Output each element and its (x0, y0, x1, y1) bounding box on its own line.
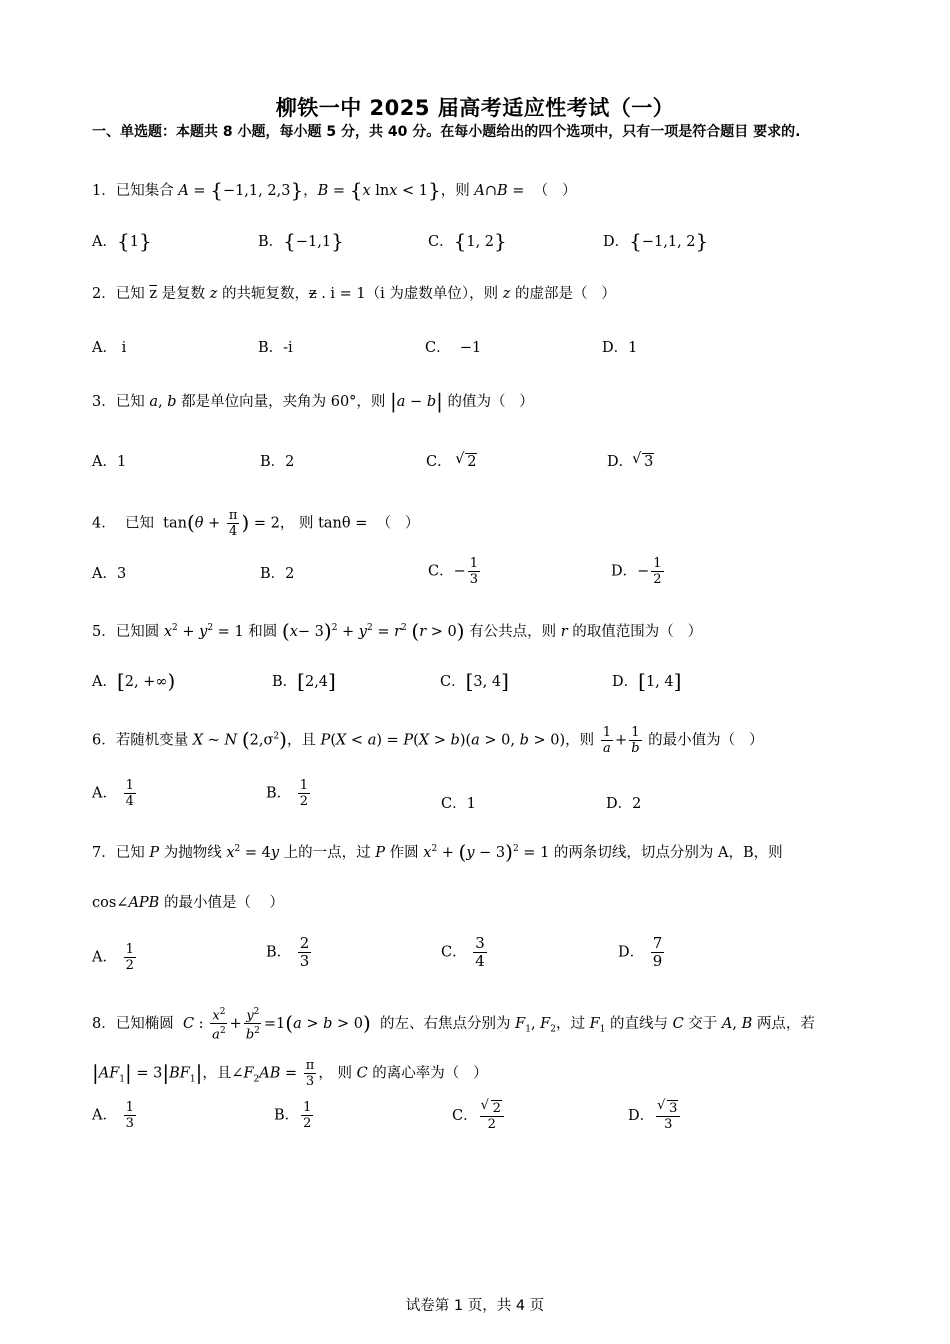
option-c[interactable]: C． $\frac{3}{4}$ (441, 934, 485, 970)
question-6: 6．若随机变量 X ~ N $(2,\sigma^2)$，且 P(X < a) = P(X > b)(a > 0, b > 0)，则 $\frac{1}{a}$ + $\frac{1}{b}$ 的最小值为（ ） (92, 725, 764, 756)
option-a[interactable]: A． $\frac{1}{2}$ (92, 942, 134, 973)
question-4: 4． 已知 tan(θ + $\frac{\pi}{4}$ ) = 2， 则 tanθ = （ ） (92, 508, 420, 539)
option-a[interactable]: A． i (92, 340, 127, 356)
option-b[interactable]: B．[2,4] (272, 669, 336, 693)
question-2: 2．已知 $\overline{z}$ 是复数 z 的共轭复数，z . i = 1（i 为虚数单位），则 z 的虚部是（ ） (92, 286, 616, 302)
option-b[interactable]: B．{−1,1} (258, 229, 344, 253)
option-b[interactable]: B． $\frac{2}{3}$ (266, 934, 310, 970)
option-d[interactable]: D． $\frac{7}{9}$ (618, 934, 663, 970)
option-c[interactable]: C．1 (441, 796, 476, 812)
option-b[interactable]: B． $\frac{1}{2}$ (266, 778, 309, 809)
option-b[interactable]: B． $\frac{1}{2}$ (274, 1100, 312, 1131)
exam-title: 柳铁一中 2025 届高考适应性考试（一） (275, 96, 675, 120)
option-c[interactable]: C．− $\frac{1}{3}$ (428, 556, 479, 587)
option-a[interactable]: A． $\frac{1}{4}$ (92, 778, 134, 809)
option-c[interactable]: C．[3, 4] (440, 669, 509, 693)
option-a[interactable]: A． $\frac{1}{3}$ (92, 1100, 134, 1131)
option-d[interactable]: D．2 (606, 796, 642, 812)
option-d[interactable]: D．− $\frac{1}{2}$ (611, 556, 662, 587)
option-c[interactable]: C． √ 2 (426, 450, 477, 471)
option-d[interactable]: D．1 (602, 340, 638, 356)
option-a[interactable]: A．3 (92, 566, 127, 582)
page-footer: 试卷第 1 页，共 4 页 (405, 1298, 545, 1314)
question-number: 1． (92, 183, 116, 199)
question-8: 8．已知椭圆 C : $\frac{x^2}{a^2}$ + $\frac{y^2}{b^2}$ =1(a > b > 0) 的左、右焦点分别为 $F_1$, $F_2$，过 $F_1$ 的直线与 C 交于 A, B 两点，若 (92, 1007, 815, 1043)
option-b[interactable]: B．2 (260, 454, 295, 470)
option-d[interactable]: D． √ $\frac{3}{3}$ (628, 1100, 682, 1132)
option-b[interactable]: B．-i (258, 340, 293, 356)
option-a[interactable]: A．1 (92, 454, 127, 470)
question-5: 5．已知圆 $x^2 + y^2 = 1$ 和圆 $(x- 3)^2 + y^2 = r^2$ (r > 0) 有公共点，则 r 的取值范围为（ ） (92, 619, 703, 643)
question-7-line2: cos∠APB 的最小值是（ ） (92, 895, 284, 911)
option-d[interactable]: D．[1, 4] (612, 669, 682, 693)
question-3: 3．已知 a, b 都是单位向量，夹角为 60°，则 |a − b| 的值为（ ） (92, 389, 534, 413)
option-c[interactable]: C．{1, 2} (428, 229, 507, 253)
option-d[interactable]: D．{−1,1, 2} (603, 229, 709, 253)
option-a[interactable]: A．[2, +∞) (92, 669, 176, 693)
question-7: 7．已知 P 为抛物线 $x^2 = 4y$ 上的一点，过 P 作圆 $x^2 + (y - 3)^2 = 1$ 的两条切线，切点分别为 A，B，则 (92, 840, 783, 864)
option-b[interactable]: B．2 (260, 566, 295, 582)
question-1: 1．已知集合 A = {−1,1, 2,3}，B = {x lnx < 1}，则 A∩B = （ ） (92, 178, 577, 202)
option-c[interactable]: C． −1 (425, 340, 482, 356)
question-8-line2: $|AF_1| = 3|BF_1|$，且$\angle F_2AB$ = $\frac{\pi}{3}$ ， 则 C 的离心率为（ ） (92, 1058, 488, 1089)
option-a[interactable]: A．{1} (92, 229, 152, 253)
section-header: 一、单选题：本题共 8 小题，每小题 5 分，共 40 分。在每小题给出的四个选项中，只有一项是符合题目 要求的. (92, 124, 801, 140)
option-d[interactable]: D． √ 3 (607, 450, 654, 471)
option-c[interactable]: C． √ $\frac{2}{2}$ (452, 1100, 506, 1132)
